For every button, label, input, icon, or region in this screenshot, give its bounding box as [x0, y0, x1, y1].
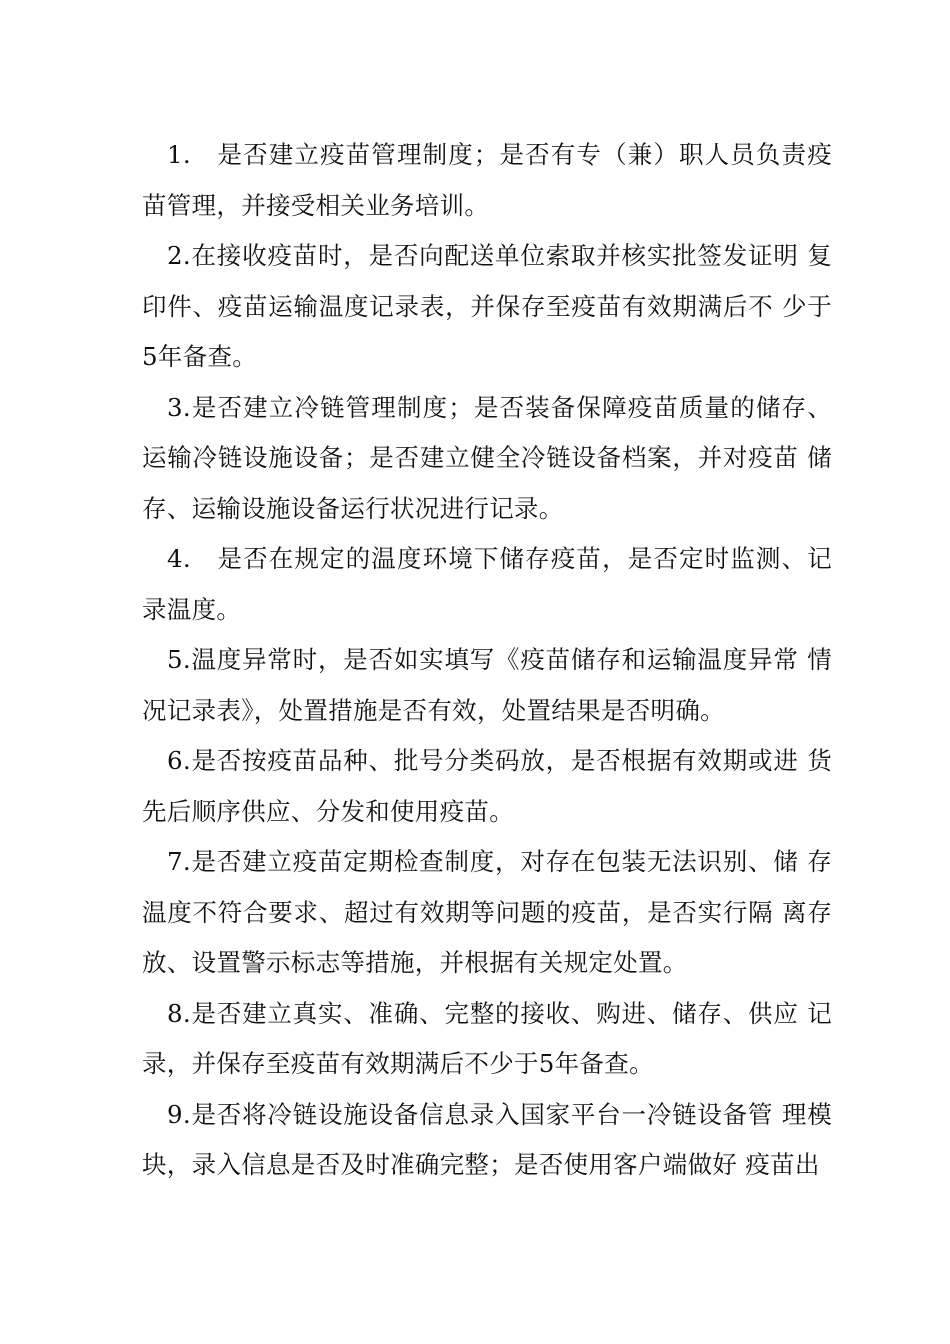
- paragraph-9: 9.是否将冷链设施设备信息录入国家平台一冷链设备管 理模块，录入信息是否及时准确完整；是否使用客户端做好 疫苗出: [142, 1099, 832, 1179]
- paragraph-1: 1. 是否建立疫苗管理制度；是否有专（兼）职人员负责疫苗管理，并接受相关业务培训。: [142, 140, 832, 220]
- paragraph-5: 5.温度异常时，是否如实填写《疫苗储存和运输温度异常 情况记录表》，处置措施是否有效，处置结果是否明确。: [142, 645, 832, 725]
- paragraph-4: 4. 是否在规定的温度环境下储存疫苗，是否定时监测、记录温度。: [142, 544, 832, 624]
- paragraph-6: 6.是否按疫苗品种、批号分类码放，是否根据有效期或进 货先后顺序供应、分发和使用疫苗。: [142, 746, 832, 826]
- paragraph-7: 7.是否建立疫苗定期检查制度，对存在包装无法识别、储 存温度不符合要求、超过有效期等问题的疫苗，是否实行隔 离存放、设置警示标志等措施，并根据有关规定处置。: [142, 847, 832, 977]
- paragraph-2: 2.在接收疫苗时，是否向配送单位索取并核实批签发证明 复印件、疫苗运输温度记录表，并保存至疫苗有效期满后不 少于5年备查。: [142, 241, 832, 371]
- paragraph-3: 3.是否建立冷链管理制度；是否装备保障疫苗质量的储存、运输冷链设施设备；是否建立健全冷链设备档案，并对疫苗 储存、运输设施设备运行状况进行记录。: [142, 392, 832, 523]
- document-body: [142, 130, 832, 1191]
- paragraph-8: 8.是否建立真实、准确、完整的接收、购进、储存、供应 记录，并保存至疫苗有效期满后不少于5年备查。: [142, 998, 832, 1078]
